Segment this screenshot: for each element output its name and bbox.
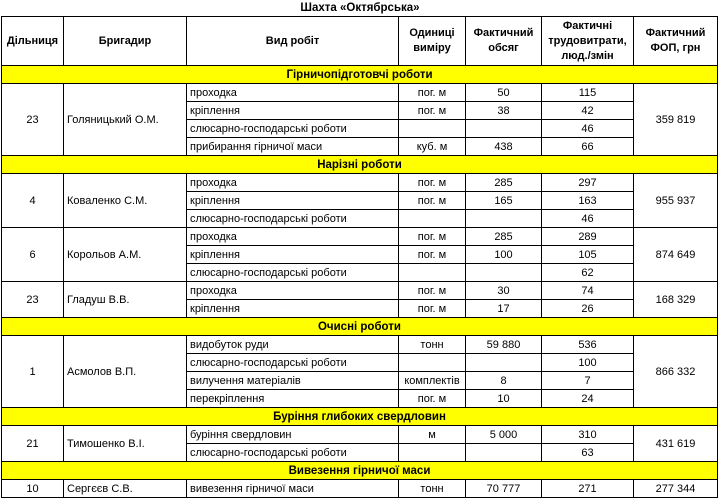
unit: пог. м [399, 390, 466, 408]
volume: 438 [466, 138, 542, 156]
mine-title: Шахта «Октябрська» [300, 2, 420, 14]
unit: пог. м [399, 282, 466, 300]
labor: 310 [542, 426, 634, 444]
work-type: видобуток руди [187, 336, 399, 354]
volume: 5 000 [466, 426, 542, 444]
brigadier-name: Коваленко С.М. [64, 174, 187, 228]
table-row [2, 426, 718, 444]
labor: 7 [542, 372, 634, 390]
section-row [2, 318, 718, 336]
labor: 24 [542, 390, 634, 408]
volume: 50 [466, 84, 542, 102]
labor: 115 [542, 84, 634, 102]
header-labor: Фактичні трудовитрати, люд./змін [542, 17, 634, 66]
section-heading: Вивезення гірничої маси [2, 462, 718, 480]
labor: 62 [542, 264, 634, 282]
labor: 289 [542, 228, 634, 246]
work-type: вилучення матеріалів [187, 372, 399, 390]
brigadier-name: Сергєєв С.В. [64, 480, 187, 498]
brigadier-name: Голяницький О.М. [64, 84, 187, 156]
unit: пог. м [399, 192, 466, 210]
header-payroll: Фактичний ФОП, грн [634, 17, 718, 66]
unit [399, 354, 466, 372]
section-heading: Буріння глибоких свердловин [2, 408, 718, 426]
volume: 165 [466, 192, 542, 210]
labor: 536 [542, 336, 634, 354]
work-type: проходка [187, 84, 399, 102]
payroll: 431 619 [634, 426, 718, 462]
header-section: Дільниця [2, 17, 64, 66]
work-type: проходка [187, 282, 399, 300]
section-heading: Нарізні роботи [2, 156, 718, 174]
table-row [2, 480, 718, 498]
work-type: проходка [187, 228, 399, 246]
section-number: 4 [2, 174, 64, 228]
work-type: буріння свердловин [187, 426, 399, 444]
work-type: слюсарно-господарські роботи [187, 120, 399, 138]
section-heading: Гірничопідготовчі роботи [2, 66, 718, 84]
volume [466, 264, 542, 282]
unit [399, 444, 466, 462]
work-type: слюсарно-господарські роботи [187, 210, 399, 228]
labor: 46 [542, 210, 634, 228]
work-type: перекріплення [187, 390, 399, 408]
unit: пог. м [399, 84, 466, 102]
payroll: 955 937 [634, 174, 718, 228]
brigadier-name: Тимошенко В.І. [64, 426, 187, 462]
section-heading: Очисні роботи [2, 318, 718, 336]
volume: 59 880 [466, 336, 542, 354]
work-type: кріплення [187, 102, 399, 120]
section-number: 23 [2, 282, 64, 318]
table-row [2, 84, 718, 102]
work-type: слюсарно-господарські роботи [187, 444, 399, 462]
work-type: кріплення [187, 300, 399, 318]
header-work-type: Вид робіт [187, 17, 399, 66]
unit [399, 264, 466, 282]
work-type: вивезення гірничої маси [187, 480, 399, 498]
unit: пог. м [399, 228, 466, 246]
labor: 100 [542, 354, 634, 372]
header-row [2, 17, 718, 66]
volume: 38 [466, 102, 542, 120]
unit: комплектів [399, 372, 466, 390]
header-volume: Фактичний обсяг [466, 17, 542, 66]
work-type: кріплення [187, 246, 399, 264]
volume: 285 [466, 228, 542, 246]
payroll: 168 329 [634, 282, 718, 318]
volume: 30 [466, 282, 542, 300]
brigade-report-table [1, 16, 718, 498]
section-number: 21 [2, 426, 64, 462]
brigadier-name: Корольов А.М. [64, 228, 187, 282]
unit: тонн [399, 480, 466, 498]
header-unit: Одиниці виміру [399, 17, 466, 66]
volume: 285 [466, 174, 542, 192]
unit: пог. м [399, 102, 466, 120]
section-row [2, 66, 718, 84]
work-type: слюсарно-господарські роботи [187, 264, 399, 282]
unit: пог. м [399, 300, 466, 318]
volume: 70 777 [466, 480, 542, 498]
unit [399, 120, 466, 138]
header-brigadier: Бригадир [64, 17, 187, 66]
payroll: 874 649 [634, 228, 718, 282]
unit: тонн [399, 336, 466, 354]
section-row [2, 462, 718, 480]
volume: 8 [466, 372, 542, 390]
volume: 100 [466, 246, 542, 264]
volume: 17 [466, 300, 542, 318]
payroll: 359 819 [634, 84, 718, 156]
brigadier-name: Асмолов В.П. [64, 336, 187, 408]
section-number: 10 [2, 480, 64, 498]
section-number: 1 [2, 336, 64, 408]
labor: 297 [542, 174, 634, 192]
labor: 63 [542, 444, 634, 462]
labor: 42 [542, 102, 634, 120]
table-row [2, 282, 718, 300]
labor: 66 [542, 138, 634, 156]
unit: пог. м [399, 246, 466, 264]
labor: 26 [542, 300, 634, 318]
work-type: проходка [187, 174, 399, 192]
volume [466, 210, 542, 228]
volume: 10 [466, 390, 542, 408]
labor: 105 [542, 246, 634, 264]
labor: 163 [542, 192, 634, 210]
work-type: слюсарно-господарські роботи [187, 354, 399, 372]
labor: 46 [542, 120, 634, 138]
unit: куб. м [399, 138, 466, 156]
work-type: прибирання гірничої маси [187, 138, 399, 156]
volume [466, 354, 542, 372]
table-row [2, 174, 718, 192]
volume [466, 120, 542, 138]
section-row [2, 408, 718, 426]
payroll: 277 344 [634, 480, 718, 498]
payroll: 866 332 [634, 336, 718, 408]
work-type: кріплення [187, 192, 399, 210]
table-row [2, 228, 718, 246]
unit [399, 210, 466, 228]
table-row [2, 336, 718, 354]
unit: пог. м [399, 174, 466, 192]
labor: 271 [542, 480, 634, 498]
section-number: 23 [2, 84, 64, 156]
section-number: 6 [2, 228, 64, 282]
unit: м [399, 426, 466, 444]
brigadier-name: Гладуш В.В. [64, 282, 187, 318]
section-row [2, 156, 718, 174]
volume [466, 444, 542, 462]
labor: 74 [542, 282, 634, 300]
